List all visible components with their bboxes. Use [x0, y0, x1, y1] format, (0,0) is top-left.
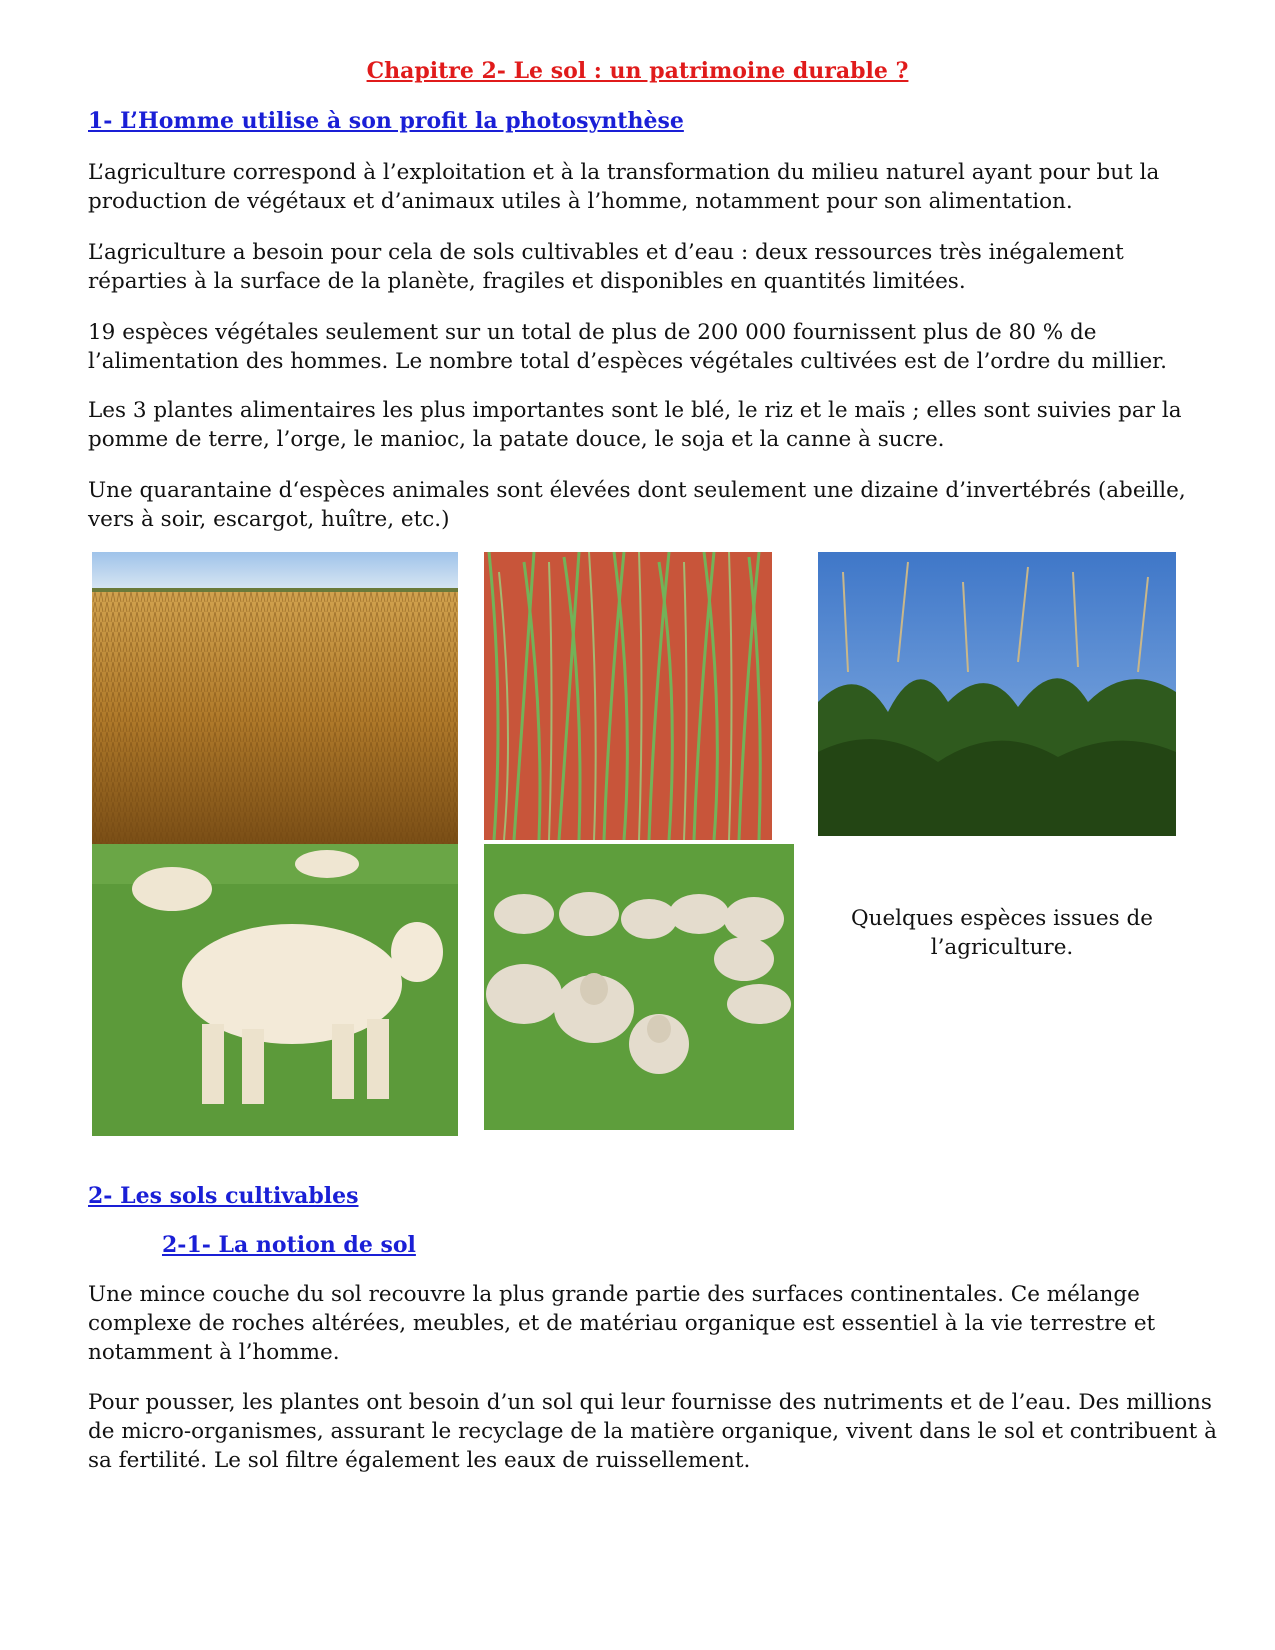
text-line: réparties à la surface de la planète, fragiles et disponibles en quantités limitées.	[88, 269, 966, 294]
text-line: L’agriculture a besoin pour cela de sols cultivables et d’eau : deux ressources très inégalement	[88, 240, 1124, 265]
paragraph-2	[88, 238, 1198, 296]
rice-plants-photo	[484, 552, 772, 840]
wheat-field-photo	[92, 552, 458, 844]
text-line: notamment à l’homme.	[88, 1340, 340, 1365]
caption-line: l’agriculture.	[930, 935, 1074, 960]
maize-field-photo	[818, 552, 1176, 836]
page-title: Chapitre 2- Le sol : un patrimoine durable ?	[366, 58, 909, 84]
text-line: vers à soir, escargot, huître, etc.)	[88, 507, 450, 532]
text-line: complexe de roches altérées, meubles, et de matériau organique est essentiel à la vie terrestre et	[88, 1311, 1156, 1336]
text-line: pomme de terre, l’orge, le manioc, la patate douce, le soja et la canne à sucre.	[88, 427, 945, 452]
text-line: L’agriculture correspond à l’exploitation et à la transformation du milieu naturel ayant pour but la	[88, 160, 1160, 185]
text-line: Une mince couche du sol recouvre la plus grande partie des surfaces continentales. Ce mélange	[88, 1282, 1140, 1307]
paragraph-7	[88, 1388, 1217, 1475]
paragraph-5	[88, 476, 1198, 534]
text-line: Une quarantaine d‘espèces animales sont élevées dont seulement une dizaine d’invertébrés (abeille,	[88, 478, 1186, 503]
text-line: Les 3 plantes alimentaires les plus importantes sont le blé, le riz et le maïs ; elles sont suivies par la	[88, 398, 1182, 423]
text-line: l’alimentation des hommes. Le nombre total d’espèces végétales cultivées est de l’ordre du millier.	[88, 349, 1167, 374]
paragraph-4	[88, 396, 1198, 454]
text-line: de micro-organismes, assurant le recyclage de la matière organique, vivent dans le sol et contribuent à	[88, 1419, 1217, 1444]
caption-line: Quelques espèces issues de	[850, 906, 1154, 931]
text-line: 19 espèces végétales seulement sur un total de plus de 200 000 fournissent plus de 80 % de	[88, 320, 1097, 345]
paragraph-1	[88, 158, 1198, 216]
section-1-heading: 1- L’Homme utilise à son profit la photosynthèse	[88, 108, 684, 134]
paragraph-3	[88, 318, 1198, 376]
text-line: sa fertilité. Le sol filtre également les eaux de ruissellement.	[88, 1448, 751, 1473]
text-line: production de végétaux et d’animaux utiles à l’homme, notamment pour son alimentation.	[88, 189, 1073, 214]
section-2-heading: 2- Les sols cultivables	[88, 1183, 359, 1209]
figure-caption	[832, 904, 1172, 962]
cows-photo	[92, 844, 458, 1136]
sheep-photo	[484, 844, 794, 1130]
paragraph-6	[88, 1280, 1198, 1367]
text-line: Pour pousser, les plantes ont besoin d’un sol qui leur fournisse des nutriments et de l’eau. Des millions	[88, 1390, 1212, 1415]
section-2-1-heading: 2-1- La notion de sol	[162, 1232, 416, 1258]
